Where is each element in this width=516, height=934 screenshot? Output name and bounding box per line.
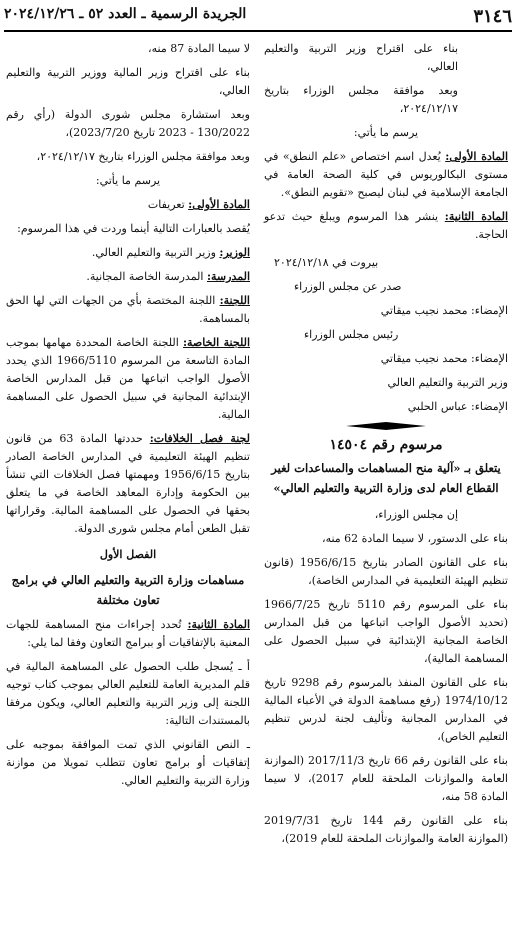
paragraph: وبعد استشارة مجلس شورى الدولة (رأي رقم 130/2022 - 2023 تاريخ 2023/7/20)، <box>6 108 250 139</box>
definition <box>6 244 250 262</box>
chapter-subheading: مساهمات وزارة التربية والتعليم العالي في برامج تعاون مختلفة <box>11 573 245 607</box>
definition-text: اللجنة المختصة بأي من الجهات التي لها الحق بالمساهمة. <box>6 294 250 325</box>
definition-label: اللجنة الخاصة: <box>182 336 250 349</box>
article-text: ينشر هذا المرسوم ويبلغ حيث تدعو الحاجة. <box>264 210 508 241</box>
article-text: تعريفات <box>147 198 185 211</box>
definition-label: الوزير: <box>219 246 250 259</box>
paragraph: ـ النص القانوني الذي تمت الموافقة بموجبه على إتفاقيات أو برامج تعاون تتطلب تمويلا من موازنة وزارة التربية والتعليم العالي. <box>6 738 250 787</box>
signature: الإمضاء: محمد نجيب ميقاتي <box>380 304 508 317</box>
chapter-heading: الفصل الأول <box>99 548 157 561</box>
definition-label: لجنة فصل الخلافات: <box>149 432 250 445</box>
paragraph: أ ـ يُسجل طلب الحصول على المساهمة المالية في قلم المديرية العامة للتعليم العالي بموجب كتاب توجيه اللجنة إلى وزير التربية والتعليم العالي، ويكون مرفقا بالمستندات التالية: <box>6 660 250 727</box>
article-text: تُحدد إجراءات منح المساهمة للجهات المعنية بالإتفاقيات أو ببرامج التعاون وفقا لما يلي: <box>6 618 250 649</box>
definition <box>6 292 250 328</box>
paragraph: بناء على الدستور، لا سيما المادة 62 منه، <box>322 532 508 545</box>
date: بيروت في ٢٠٢٤/١٢/١٨ <box>274 256 379 269</box>
paragraph: إن مجلس الوزراء، <box>374 508 458 521</box>
paragraph: بناء على القانون رقم 144 تاريخ 2019/7/31 (الموازنة العامة والموازنات الملحقة للعام 2019)، <box>264 814 508 845</box>
divider-ornament <box>264 422 508 430</box>
definition <box>6 268 250 286</box>
decree-title: مرسوم رقم ١٤٥٠٤ <box>329 437 443 453</box>
paragraph: بناء على اقتراح وزير المالية ووزير التربية والتعليم العالي، <box>6 66 250 97</box>
article-2 <box>6 616 250 652</box>
paragraph: يرسم ما يأتي: <box>353 126 419 139</box>
article-label: المادة الأولى: <box>445 150 508 163</box>
article-1 <box>264 148 508 202</box>
article-1 <box>6 196 250 214</box>
article-label: المادة الأولى: <box>188 198 250 211</box>
decree-subject: يتعلق بـ «آلية منح المساهمات والمساعدات لغير القطاع العام لدى وزارة التربية والتعليم العالي» <box>271 461 501 495</box>
signature: الإمضاء: محمد نجيب ميقاتي <box>380 352 508 365</box>
definition <box>6 430 250 538</box>
right-column <box>264 40 508 854</box>
paragraph: لا سيما المادة 87 منه، <box>148 42 250 55</box>
paragraph: يُقصد بالعبارات التالية أينما وردت في هذا المرسوم: <box>17 222 250 235</box>
page-header <box>4 6 512 28</box>
issuer: صدر عن مجلس الوزراء <box>294 280 402 293</box>
definition-text: حددتها المادة 63 من قانون تنظيم الهيئة التعليمية في المدارس الخاصة الصادر بتاريخ 1956/6/15 ومهمتها فصل الخلافات التي تنشأ بين الحكومة وإدارة المعاهد الخاصة في ما يتعلق بحقها في الحصول على المساهمة المالية. وقراراتها تقبل الطعن أمام مجلس شورى الدولة. <box>6 432 251 535</box>
issuer: رئيس مجلس الوزراء <box>304 328 399 341</box>
signature: الإمضاء: عباس الحلبي <box>407 400 508 413</box>
paragraph: بناء على اقتراح وزير التربية والتعليم العالي، <box>264 42 458 73</box>
paragraph: بناء على القانون رقم 66 تاريخ 2017/11/3 (الموازنة العامة والموازنات الملحقة للعام 2017)، لا سيما المادة 58 منه، <box>264 754 508 803</box>
article-text: يُعدل اسم اختصاص «علم النطق» في مستوى البكالوريوس في كلية الصحة العامة في الجامعة الإسلامية في لبنان ليصبح «تقويم النطق». <box>264 150 508 199</box>
definition-text: المدرسة الخاصة المجانية. <box>86 270 204 283</box>
paragraph: يرسم ما يأتي: <box>95 174 161 187</box>
definition-text: وزير التربية والتعليم العالي. <box>91 246 216 259</box>
paragraph: وبعد موافقة مجلس الوزراء بتاريخ ٢٠٢٤/١٢/١٧، <box>264 84 458 115</box>
page-number: ٣١٤٦ <box>473 6 512 27</box>
definition-label: اللجنة: <box>219 294 250 307</box>
article-label: المادة الثانية: <box>444 210 509 223</box>
paragraph: وبعد موافقة مجلس الوزراء بتاريخ ٢٠٢٤/١٢/١٧، <box>36 150 250 163</box>
paragraph: بناء على القانون الصادر بتاريخ 1956/6/15 (قانون تنظيم الهيئة التعليمية في المدارس الخاصة)، <box>264 556 508 587</box>
definition <box>6 334 250 424</box>
paragraph: بناء على المرسوم رقم 5110 تاريخ 1966/7/25 (تحديد الأصول الواجب اتباعها من قبل المدارس الخاصة المجانية الإبتدائية في سبيل الحصول على المساهمة المالية)، <box>264 598 508 665</box>
issue-info: الجريدة الرسمية ـ العدد ٥٢ ـ ٢٠٢٤/١٢/٢٦ <box>4 6 247 22</box>
article-2 <box>264 208 508 244</box>
article-label: المادة الثانية: <box>187 618 250 631</box>
header-rule <box>4 30 512 32</box>
paragraph: بناء على القانون المنفذ بالمرسوم رقم 9298 تاريخ 1974/10/12 (رفع مساهمة الدولة في الأعباء المالية في المدارس المجانية وتأليف لجنة لدرس تنظيم التعليم الخاص)، <box>264 676 509 743</box>
issuer: وزير التربية والتعليم العالي <box>387 376 508 389</box>
left-column <box>6 40 250 796</box>
definition-text: اللجنة الخاصة المحددة مهامها بموجب المادة التاسعة من المرسوم 1966/5110 الذي يحدد الأصول الواجب اتباعها من قبل المدارس الخاصة الإبتدائية المجانية في سبيل الحصول على المساهمة المالية. <box>6 336 251 421</box>
definition-label: المدرسة: <box>206 270 250 283</box>
